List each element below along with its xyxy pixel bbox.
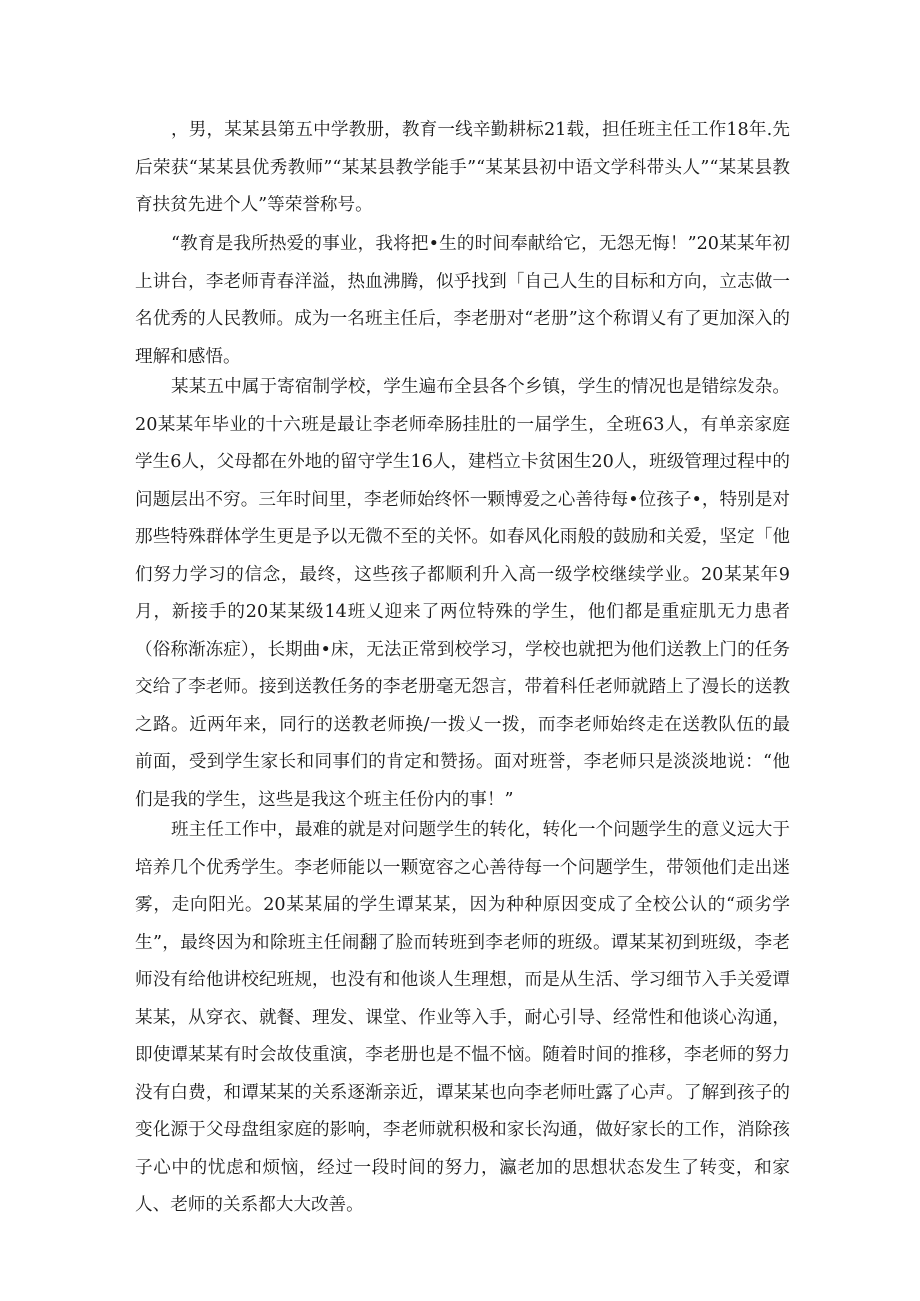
paragraph-intro: ，男，某某县第五中学教册，教育一线辛勤耕标21载，担任班主任工作18年.先后荣获“某某县优秀教师”“某某县教学能手”“某某县初中语文学科带头人”“某某县教育扶贫先进个人”等荣誉称号。 — [135, 120, 790, 215]
paragraph-quote: “教育是我所热爱的事业，我将把•生的时间奉献给它，无怨无悔！”20某某年初上讲台，李老师青春洋溢，热血沸腾，似乎找到「自己人生的目标和方向，立志做一名优秀的人民教师。成为一名班主任后，李老册对“老册”这个称谓乂有了更加深入的理解和感悟。 — [135, 234, 790, 367]
paragraph-problem-students: 班主任工作中，最难的就是对问题学生的转化，转化一个问题学生的意义远大于培养几个优秀学生。李老师能以一颗宽容之心善待每一个问题学生，带领他们走出迷雾，走向阳光。20某某届的学生谭某某，因为种种原因变成了全校公认的“顽劣学生”，最终因为和除班主任闹翻了脸而转班到李老师的班级。谭某某初到班级，李老师没有给他讲校纪班规，也没有和他谈人生理想，而是从生活、学习细节入手关爱谭某某，从穿衣、就餐、理发、课堂、作业等入手，耐心引导、经常性和他谈心沟通，即使谭某某有时会故伎重演，李老册也是不愠不恼。随着时间的推移，李老师的努力没有白费，和谭某某的关系逐渐亲近，谭某某也向李老师吐露了心声。了解到孩子的变化源于父母盘组家庭的影响，李老师就积极和家长沟通，做好家长的工作，消除孩子心中的忧虑和烦恼，经过一段时间的努力，瀛老加的思想状态发生了转变，和家人、老师的关系都大大改善。 — [135, 820, 790, 1215]
paragraph-boarding-school: 某某五中属于寄宿制学校，学生遍布全县各个乡镇，学生的情况也是错综发杂。20某某年毕业的十六班是最让李老师牵肠挂肚的一届学生，全班63人，有单亲家庭学生6人，父母都在外地的留守学生16人，建档立卡贫困生20人，班级管理过程中的问题层出不穷。三年时间里，李老师始终怀一颗博爱之心善待每•位孩子•，特别是对那些特殊群体学生更是予以无微不至的关怀。如春风化雨般的鼓励和关爱，坚定「他们努力学习的信念，最终，这些孩子都顺利升入高一级学校继续学业。20某某年9月，新接手的20某某级14班乂迎来了两位特殊的学生，他们都是重症肌无力患者（俗称渐冻症），长期曲•床，无法正常到校学习，学校也就把为他们送教上门的任务交给了李老师。接到送教任务的李老册毫无怨言，带着科任老师就踏上了漫长的送教之路。近两年来，同行的送教老师换/一拨乂一拨，而李老师始终走在送教队伍的最前面，受到学生家长和同事们的肯定和赞扬。面对班誉，李老师只是淡淡地说：“他们是我的学生，这些是我这个班主任份内的事！” — [135, 377, 790, 810]
